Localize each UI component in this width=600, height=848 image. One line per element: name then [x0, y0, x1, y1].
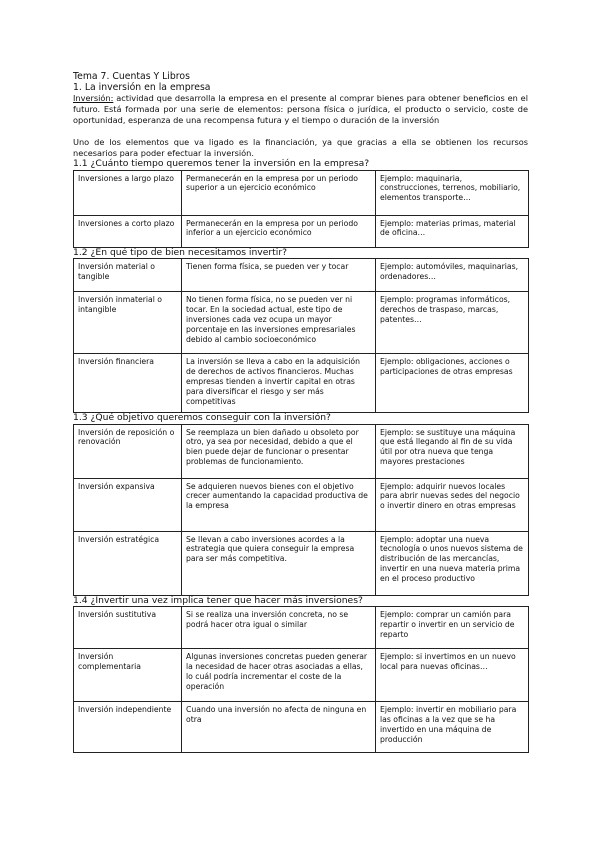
table-row — [74, 424, 529, 478]
investment-table — [73, 606, 529, 753]
definition-term: Inversión: — [73, 93, 114, 103]
cell-example: Ejemplo: se sustituye una máquina que está llegando al fin de su vida útil por otra nueva que tenga mayores prestaciones — [376, 424, 529, 478]
document-page — [73, 71, 528, 753]
subsection-title: 1.1 ¿Cuánto tiempo queremos tener la inversión en la empresa? — [73, 158, 370, 170]
investment-table — [73, 424, 529, 596]
cell-example: Ejemplo: programas informáticos, derechos de traspaso, marcas, patentes… — [376, 292, 529, 354]
cell-example: Ejemplo: materias primas, material de oficina… — [376, 215, 529, 247]
table-row — [74, 259, 529, 292]
definition-text: actividad que desarrolla la empresa en el presente al comprar bienes para obtener beneficios en el futuro. Está formada por una serie de elementos: persona física o jurídica, el producto o servicio, coste de oportunidad, esperanza de una recompensa futura y el tiempo o duración de la inversión — [73, 93, 528, 126]
cell-example: Ejemplo: invertir en mobiliario para las oficinas a la vez que se ha invertido en una máquina de producción — [376, 702, 529, 753]
table-row — [74, 292, 529, 354]
cell-type: Inversión expansiva — [74, 478, 182, 531]
cell-description: Permanecerán en la empresa por un periodo inferior a un ejercicio económico — [182, 215, 376, 247]
cell-example: Ejemplo: comprar un camión para repartir o invertir en un servicio de reparto — [376, 607, 529, 649]
cell-description: Se llevan a cabo inversiones acordes a la estrategia que quiera conseguir la empresa para ser más competitiva. — [182, 531, 376, 595]
table-row — [74, 478, 529, 531]
subsection-title: 1.2 ¿En qué tipo de bien necesitamos invertir? — [73, 246, 287, 258]
intro-paragraph: Uno de los elementos que va ligado es la financiación, ya que gracias a ella se obtienen los recursos necesarios para poder efectuar la inversión. — [73, 136, 528, 158]
investment-table — [73, 258, 529, 413]
cell-description: Si se realiza una inversión concreta, no se podrá hacer otra igual o similar — [182, 607, 376, 649]
cell-description: Se adquieren nuevos bienes con el objetivo crecer aumentando la capacidad productiva de la empresa — [182, 478, 376, 531]
cell-type: Inversión sustitutiva — [74, 607, 182, 649]
subsection-title: 1.4 ¿Invertir una vez implica tener que hacer más inversiones? — [73, 594, 363, 606]
cell-example: Ejemplo: adquirir nuevos locales para abrir nuevas sedes del negocio o invertir dinero en otras empresas — [376, 478, 529, 531]
table-row — [74, 607, 529, 649]
subsection-title: 1.3 ¿Qué objetivo queremos conseguir con la inversión? — [73, 412, 331, 424]
cell-type: Inversión estratégica — [74, 531, 182, 595]
cell-type: Inversión material o tangible — [74, 259, 182, 292]
definition-paragraph — [73, 93, 528, 127]
cell-type: Inversión independiente — [74, 702, 182, 753]
cell-example: Ejemplo: maquinaria, construcciones, terrenos, mobiliario, elementos transporte… — [376, 170, 529, 215]
cell-description: La inversión se lleva a cabo en la adquisición de derechos de activos financieros. Muchas empresas tienden a invertir capital en otras para diversificar el riesgo y ser más competitivas — [182, 354, 376, 413]
table-row — [74, 531, 529, 595]
section-heading: 1. La inversión en la empresa — [73, 82, 211, 93]
cell-description: Cuando una inversión no afecta de ninguna en otra — [182, 702, 376, 753]
cell-type: Inversión de reposición o renovación — [74, 424, 182, 478]
table-row — [74, 215, 529, 247]
cell-description: Se reemplaza un bien dañado u obsoleto por otro, ya sea por necesidad, debido a que el bien puede dejar de funcionar o presentar problemas de funcionamiento. — [182, 424, 376, 478]
cell-description: Algunas inversiones concretas pueden generar la necesidad de hacer otras asociadas a ellas, lo cuál podría incrementar el coste de la operación — [182, 649, 376, 702]
table-row — [74, 170, 529, 215]
cell-description: No tienen forma física, no se pueden ver ni tocar. En la sociedad actual, este tipo de inversiones cada vez ocupa un mayor porcentaje en las inversiones empresariales debido al cambio socioeconómico — [182, 292, 376, 354]
cell-type: Inversión financiera — [74, 354, 182, 413]
table-row — [74, 702, 529, 753]
cell-example: Ejemplo: automóviles, maquinarias, ordenadores… — [376, 259, 529, 292]
cell-type: Inversiones a corto plazo — [74, 215, 182, 247]
cell-example: Ejemplo: obligaciones, acciones o participaciones de otras empresas — [376, 354, 529, 413]
cell-type: Inversión inmaterial o intangible — [74, 292, 182, 354]
table-row — [74, 649, 529, 702]
cell-type: Inversión complementaria — [74, 649, 182, 702]
document-title: Tema 7. Cuentas Y Libros — [73, 71, 190, 82]
cell-example: Ejemplo: adoptar una nueva tecnología o unos nuevos sistema de distribución de las mercancías, invertir en una nueva materia prima en el proceso productivo — [376, 531, 529, 595]
cell-type: Inversiones a largo plazo — [74, 170, 182, 215]
investment-table — [73, 170, 529, 248]
cell-description: Permanecerán en la empresa por un periodo superior a un ejercicio económico — [182, 170, 376, 215]
table-row — [74, 354, 529, 413]
cell-description: Tienen forma física, se pueden ver y tocar — [182, 259, 376, 292]
cell-example: Ejemplo: si invertimos en un nuevo local para nuevas oficinas… — [376, 649, 529, 702]
